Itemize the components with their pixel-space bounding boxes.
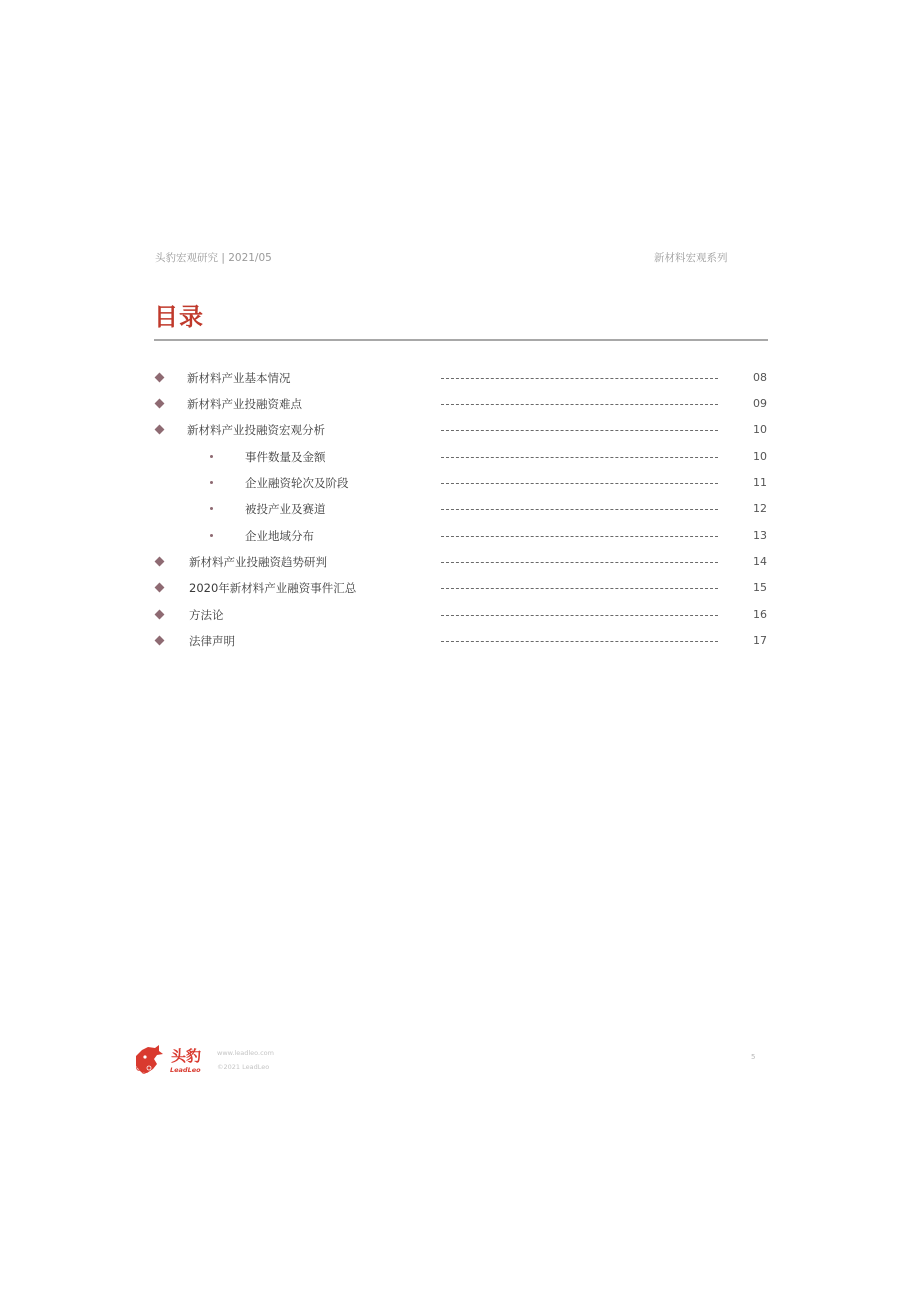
footer-url[interactable]: www.leadleo.com (217, 1049, 274, 1057)
toc-entry-page: 15 (753, 581, 767, 594)
leadleo-logo (133, 1042, 205, 1078)
toc-entry-label: 法律声明 (189, 634, 235, 648)
diamond-bullet-icon (155, 557, 165, 567)
diamond-bullet-icon (155, 373, 165, 383)
diamond-bullet-icon (155, 399, 165, 409)
dot-bullet-icon (210, 534, 213, 537)
toc-entry-label: 方法论 (189, 608, 224, 622)
title-divider (154, 339, 768, 341)
toc-leader-line (441, 378, 718, 379)
header-series-name: 新材料宏观系列 (654, 252, 728, 264)
toc-entry-label: 新材料产业投融资难点 (187, 397, 302, 411)
toc-entry-page: 14 (753, 555, 767, 568)
toc-entry-page: 17 (753, 634, 767, 647)
footer-page-number: 5 (751, 1053, 756, 1061)
toc-entry-page: 10 (753, 423, 767, 436)
toc-subentry-page: 11 (753, 476, 767, 489)
toc-entry-label: 新材料产业投融资宏观分析 (187, 423, 325, 437)
page-title: 目录 (154, 303, 204, 331)
toc-leader-line (441, 615, 718, 616)
logo-text: 头豹 (171, 1047, 202, 1065)
toc-entry[interactable] (0, 606, 920, 626)
toc-subentry-label: 企业融资轮次及阶段 (245, 476, 349, 490)
header-report-info: 头豹宏观研究 | 2021/05 (155, 252, 272, 264)
toc-entry[interactable] (0, 395, 920, 415)
toc-leader-line (441, 457, 718, 458)
logo-subtext: LeadLeo (170, 1066, 201, 1074)
toc-entry-page: 16 (753, 608, 767, 621)
toc-entry[interactable] (0, 579, 920, 599)
toc-leader-line (441, 536, 718, 537)
diamond-bullet-icon (155, 610, 165, 620)
diamond-bullet-icon (155, 583, 165, 593)
toc-subentry[interactable] (0, 500, 920, 520)
toc-leader-line (441, 588, 718, 589)
dot-bullet-icon (210, 455, 213, 458)
toc-subentry-page: 12 (753, 502, 767, 515)
dot-bullet-icon (210, 507, 213, 510)
toc-leader-line (441, 483, 718, 484)
toc-subentry[interactable] (0, 474, 920, 494)
toc-subentry[interactable] (0, 448, 920, 468)
dot-bullet-icon (210, 481, 213, 484)
toc-leader-line (441, 430, 718, 431)
toc-entry-page: 08 (753, 371, 767, 384)
diamond-bullet-icon (155, 425, 165, 435)
toc-entry-label: 2020年新材料产业融资事件汇总 (189, 581, 357, 595)
leopard-head-icon (136, 1045, 163, 1073)
toc-entry[interactable] (0, 553, 920, 573)
toc-entry[interactable] (0, 369, 920, 389)
toc-subentry-page: 10 (753, 450, 767, 463)
toc-subentry-page: 13 (753, 529, 767, 542)
toc-leader-line (441, 641, 718, 642)
toc-subentry[interactable] (0, 527, 920, 547)
toc-entry[interactable] (0, 632, 920, 652)
toc-subentry-label: 事件数量及金额 (245, 450, 326, 464)
toc-leader-line (441, 562, 718, 563)
toc-subentry-label: 企业地域分布 (245, 529, 314, 543)
toc-subentry-label: 被投产业及赛道 (245, 502, 326, 516)
footer-copyright: ©2021 LeadLeo (217, 1063, 270, 1071)
toc-entry-page: 09 (753, 397, 767, 410)
toc-entry[interactable] (0, 421, 920, 441)
toc-leader-line (441, 404, 718, 405)
diamond-bullet-icon (155, 636, 165, 646)
toc-entry-label: 新材料产业基本情况 (187, 371, 291, 385)
toc-entry-label: 新材料产业投融资趋势研判 (189, 555, 327, 569)
toc-leader-line (441, 509, 718, 510)
